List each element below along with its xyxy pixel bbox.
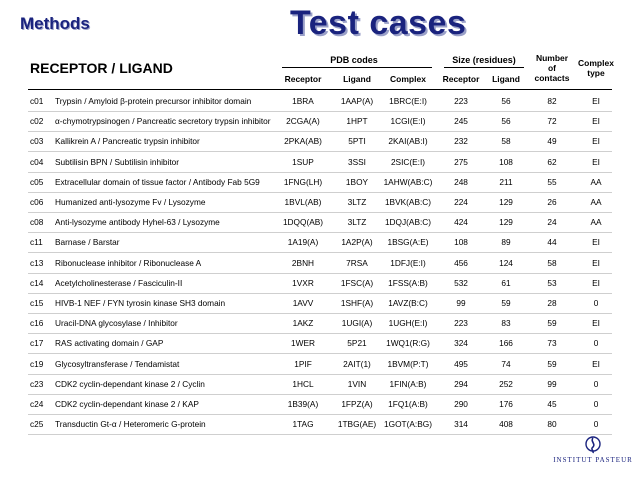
row-complex-type: AA <box>590 197 602 207</box>
row-complex-type: 0 <box>593 298 599 308</box>
row-contacts: 55 <box>547 176 557 187</box>
row-size-ligand: 124 <box>499 257 513 268</box>
col-header-type-line1: Complex <box>578 58 614 68</box>
row-divider <box>28 111 612 112</box>
row-complex-type: 0 <box>593 338 599 349</box>
row-pdb-complex: 1BRC(E:I) <box>389 96 427 106</box>
row-divider <box>28 434 612 435</box>
row-pdb-receptor: 1VXR <box>292 277 314 288</box>
row-pdb-receptor: 1AVV <box>292 298 314 308</box>
row-pdb-ligand: 1FPZ(A) <box>341 399 373 409</box>
row-id: c03 <box>30 136 44 147</box>
row-name: Trypsin / Amyloid β-protein precursor inhibitor domain <box>55 96 252 106</box>
row-id: c02 <box>30 116 44 127</box>
row-name: Acetylcholinesterase / Fasciculin-II <box>55 277 183 288</box>
row-size-ligand: 129 <box>499 217 513 228</box>
row-pdb-complex: 1BSG(A:E) <box>387 237 429 248</box>
row-pdb-receptor: 1AKZ <box>292 318 314 329</box>
row-name: HIVB-1 NEF / FYN tyrosin kinase SH3 domain <box>55 298 226 308</box>
row-contacts: 58 <box>547 257 557 268</box>
row-pdb-complex: 1GOT(A:BG) <box>384 419 432 430</box>
row-id: c23 <box>30 378 44 389</box>
row-pdb-ligand: 1UGI(A) <box>341 318 373 329</box>
row-pdb-ligand: 1TBG(AE) <box>337 419 377 430</box>
row-id: c05 <box>30 176 44 187</box>
row-contacts: 82 <box>547 96 557 106</box>
row-divider <box>28 353 612 354</box>
row-size-receptor: 275 <box>454 156 468 167</box>
col-header-complex: Complex <box>390 74 426 84</box>
row-contacts: 24 <box>547 217 557 228</box>
table-main-header: RECEPTOR / LIGAND <box>30 60 173 76</box>
col-header-type-line2: type <box>587 68 605 78</box>
row-contacts: 80 <box>547 419 557 430</box>
row-divider <box>28 333 612 334</box>
row-pdb-ligand: 1BOY <box>345 176 369 187</box>
col-header-contacts-line1: Number <box>535 53 569 63</box>
row-size-receptor: 314 <box>454 419 468 430</box>
row-name: Uracil-DNA glycosylase / Inhibitor <box>55 318 178 329</box>
row-divider <box>28 232 612 233</box>
row-complex-type: 0 <box>593 419 599 430</box>
row-size-receptor: 532 <box>454 277 468 288</box>
row-size-ligand: 61 <box>501 277 511 288</box>
row-complex-type: EI <box>592 257 600 268</box>
row-size-receptor: 223 <box>454 318 468 329</box>
row-size-receptor: 248 <box>454 176 468 187</box>
table-row <box>0 96 640 116</box>
row-divider <box>28 172 612 173</box>
row-pdb-complex: 1BVM(P:T) <box>387 358 429 369</box>
row-pdb-receptor: 1HCL <box>292 378 314 389</box>
table-row <box>0 298 640 318</box>
row-size-ligand: 176 <box>499 399 513 409</box>
table-row <box>0 379 640 399</box>
row-pdb-ligand: 1FSC(A) <box>340 277 374 288</box>
row-id: c13 <box>30 257 44 268</box>
row-contacts: 28 <box>547 298 557 308</box>
size-group-header: Size (residues) <box>452 55 516 65</box>
row-pdb-receptor: 1WER <box>291 338 315 349</box>
row-name: Glycosyltransferase / Tendamistat <box>55 358 180 369</box>
table-row <box>0 338 640 358</box>
row-name: Transductin Gt-α / Heteromeric G-protein <box>55 419 206 430</box>
row-size-receptor: 424 <box>454 217 468 228</box>
row-pdb-complex: 1FIN(A:B) <box>389 378 427 389</box>
row-size-ligand: 74 <box>501 358 511 369</box>
col-header-contacts <box>528 53 576 83</box>
row-pdb-receptor: 1A19(A) <box>287 237 319 248</box>
row-id: c04 <box>30 156 44 167</box>
table-row <box>0 237 640 257</box>
slide-title: Test cases <box>290 4 467 42</box>
row-contacts: 26 <box>547 197 557 207</box>
table-row <box>0 359 640 379</box>
col-header-size-receptor: Receptor <box>442 74 480 84</box>
col-header-contacts-line2: of <box>547 63 557 73</box>
row-pdb-receptor: 1DQQ(AB) <box>282 217 324 228</box>
row-complex-type: 0 <box>593 399 599 409</box>
row-id: c06 <box>30 197 44 207</box>
row-pdb-complex: 2KAI(AB:I) <box>388 136 428 147</box>
row-size-ligand: 211 <box>499 176 513 187</box>
table-row <box>0 318 640 338</box>
row-pdb-complex: 1AHW(AB:C) <box>383 176 433 187</box>
table-row <box>0 258 640 278</box>
row-pdb-ligand: 1AAP(A) <box>340 96 374 106</box>
row-id: c01 <box>30 96 44 106</box>
row-complex-type: EI <box>592 318 600 329</box>
row-contacts: 59 <box>547 358 557 369</box>
row-complex-type: EI <box>592 277 600 288</box>
row-pdb-receptor: 1BRA <box>292 96 314 106</box>
row-contacts: 53 <box>547 277 557 288</box>
row-divider <box>28 394 612 395</box>
row-pdb-ligand: 3SSI <box>348 156 366 167</box>
header-rule <box>28 89 612 90</box>
row-pdb-complex: 1WQ1(R:G) <box>386 338 430 349</box>
row-divider <box>28 131 612 132</box>
row-size-receptor: 456 <box>454 257 468 268</box>
table-row <box>0 136 640 156</box>
row-pdb-ligand: 3LTZ <box>347 217 367 228</box>
row-contacts: 49 <box>547 136 557 147</box>
row-id: c08 <box>30 217 44 228</box>
row-complex-type: EI <box>592 116 600 127</box>
row-size-receptor: 245 <box>454 116 468 127</box>
row-pdb-complex: 1DFJ(E:I) <box>390 257 426 268</box>
row-divider <box>28 212 612 213</box>
row-pdb-complex: 1FQ1(A:B) <box>388 399 428 409</box>
row-name: Subtilisin BPN / Subtilisin inhibitor <box>55 156 180 167</box>
row-size-receptor: 294 <box>454 378 468 389</box>
row-name: Ribonuclease inhibitor / Ribonuclease A <box>55 257 202 268</box>
row-pdb-ligand: 5PTI <box>348 136 366 147</box>
row-pdb-receptor: 1PIF <box>294 358 312 369</box>
col-header-contacts-line3: contacts <box>534 73 570 83</box>
row-pdb-ligand: 1SHF(A) <box>340 298 374 308</box>
row-pdb-complex: 1DQJ(AB:C) <box>384 217 432 228</box>
row-name: Extracellular domain of tissue factor / Antibody Fab 5G9 <box>55 176 260 187</box>
row-pdb-receptor: 1B39(A) <box>287 399 319 409</box>
row-size-ligand: 108 <box>499 156 513 167</box>
section-label: Methods <box>20 14 90 33</box>
row-pdb-ligand: 3LTZ <box>347 197 367 207</box>
pdb-codes-group-header: PDB codes <box>330 55 378 65</box>
institut-pasteur-logo <box>553 436 633 476</box>
row-contacts: 44 <box>547 237 557 248</box>
row-size-ligand: 408 <box>499 419 513 430</box>
row-size-ligand: 83 <box>501 318 511 329</box>
logo-text: INSTITUT PASTEUR <box>553 456 633 464</box>
row-pdb-complex: 1FSS(A:B) <box>388 277 428 288</box>
col-header-ligand: Ligand <box>343 74 371 84</box>
row-name: Kallikrein A / Pancreatic trypsin inhibitor <box>55 136 200 147</box>
row-pdb-ligand: 7RSA <box>346 257 368 268</box>
row-size-receptor: 290 <box>454 399 468 409</box>
col-header-size-ligand: Ligand <box>492 74 520 84</box>
row-complex-type: EI <box>592 237 600 248</box>
row-id: c15 <box>30 298 44 308</box>
row-pdb-ligand: 1A2P(A) <box>341 237 373 248</box>
row-id: c25 <box>30 419 44 430</box>
row-size-receptor: 108 <box>454 237 468 248</box>
row-size-ligand: 56 <box>501 96 511 106</box>
row-divider <box>28 192 612 193</box>
row-id: c19 <box>30 358 44 369</box>
row-pdb-receptor: 2BNH <box>291 257 315 268</box>
row-complex-type: EI <box>592 136 600 147</box>
row-complex-type: EI <box>592 358 600 369</box>
row-pdb-receptor: 2PKA(AB) <box>284 136 322 147</box>
row-pdb-receptor: 1BVL(AB) <box>284 197 322 207</box>
row-divider <box>28 414 612 415</box>
table-row <box>0 177 640 197</box>
row-size-receptor: 495 <box>454 358 468 369</box>
row-pdb-ligand: 1VIN <box>347 378 367 389</box>
table-row <box>0 217 640 237</box>
pasteur-emblem-icon <box>585 436 601 454</box>
row-size-ligand: 129 <box>499 197 513 207</box>
row-divider <box>28 151 612 152</box>
row-size-receptor: 232 <box>454 136 468 147</box>
table-row <box>0 419 640 439</box>
row-size-ligand: 252 <box>499 378 513 389</box>
table-row <box>0 157 640 177</box>
row-size-receptor: 99 <box>456 298 466 308</box>
row-pdb-complex: 1AVZ(B:C) <box>388 298 428 308</box>
size-group-line <box>444 67 524 68</box>
row-divider <box>28 313 612 314</box>
row-complex-type: AA <box>590 217 602 228</box>
row-size-receptor: 224 <box>454 197 468 207</box>
row-pdb-ligand: 1HPT <box>346 116 368 127</box>
row-contacts: 62 <box>547 156 557 167</box>
col-header-type <box>576 58 616 78</box>
col-header-receptor: Receptor <box>284 74 322 84</box>
row-size-ligand: 59 <box>501 298 511 308</box>
row-pdb-receptor: 1SUP <box>292 156 314 167</box>
row-contacts: 59 <box>547 318 557 329</box>
row-size-receptor: 324 <box>454 338 468 349</box>
row-size-ligand: 58 <box>501 136 511 147</box>
row-complex-type: AA <box>590 176 602 187</box>
row-contacts: 72 <box>547 116 557 127</box>
row-size-ligand: 166 <box>499 338 513 349</box>
row-size-ligand: 89 <box>501 237 511 248</box>
table-row <box>0 399 640 419</box>
row-pdb-ligand: 2AIT(1) <box>343 358 371 369</box>
row-id: c24 <box>30 399 44 409</box>
row-size-receptor: 223 <box>454 96 468 106</box>
row-pdb-complex: 1CGI(E:I) <box>390 116 426 127</box>
table-row <box>0 278 640 298</box>
row-divider <box>28 293 612 294</box>
row-contacts: 73 <box>547 338 557 349</box>
row-name: α-chymotrypsinogen / Pancreatic secretory trypsin inhibitor <box>55 116 271 127</box>
row-name: CDK2 cyclin-dependant kinase 2 / Cyclin <box>55 378 205 389</box>
row-divider <box>28 374 612 375</box>
row-divider <box>28 273 612 274</box>
row-name: CDK2 cyclin-dependant kinase 2 / KAP <box>55 399 199 409</box>
row-contacts: 99 <box>547 378 557 389</box>
row-name: RAS activating domain / GAP <box>55 338 164 349</box>
row-divider <box>28 252 612 253</box>
pdb-codes-group-line <box>282 67 432 68</box>
row-id: c17 <box>30 338 44 349</box>
row-pdb-complex: 1UGH(E:I) <box>388 318 428 329</box>
row-pdb-complex: 2SIC(E:I) <box>390 156 426 167</box>
row-pdb-receptor: 1TAG <box>292 419 314 430</box>
row-pdb-complex: 1BVK(AB:C) <box>384 197 432 207</box>
row-pdb-receptor: 2CGA(A) <box>286 116 320 127</box>
row-complex-type: EI <box>592 96 600 106</box>
row-complex-type: 0 <box>593 378 599 389</box>
row-name: Anti-lysozyme antibody Hyhel-63 / Lysozyme <box>55 217 220 228</box>
row-pdb-receptor: 1FNG(LH) <box>283 176 323 187</box>
table-row <box>0 197 640 217</box>
table-row <box>0 116 640 136</box>
row-pdb-ligand: 5P21 <box>347 338 367 349</box>
row-name: Barnase / Barstar <box>55 237 120 248</box>
row-complex-type: EI <box>592 156 600 167</box>
row-id: c14 <box>30 277 44 288</box>
row-contacts: 45 <box>547 399 557 409</box>
row-size-ligand: 56 <box>501 116 511 127</box>
row-id: c16 <box>30 318 44 329</box>
row-name: Humanized anti-lysozyme Fv / Lysozyme <box>55 197 206 207</box>
row-id: c11 <box>30 237 43 248</box>
